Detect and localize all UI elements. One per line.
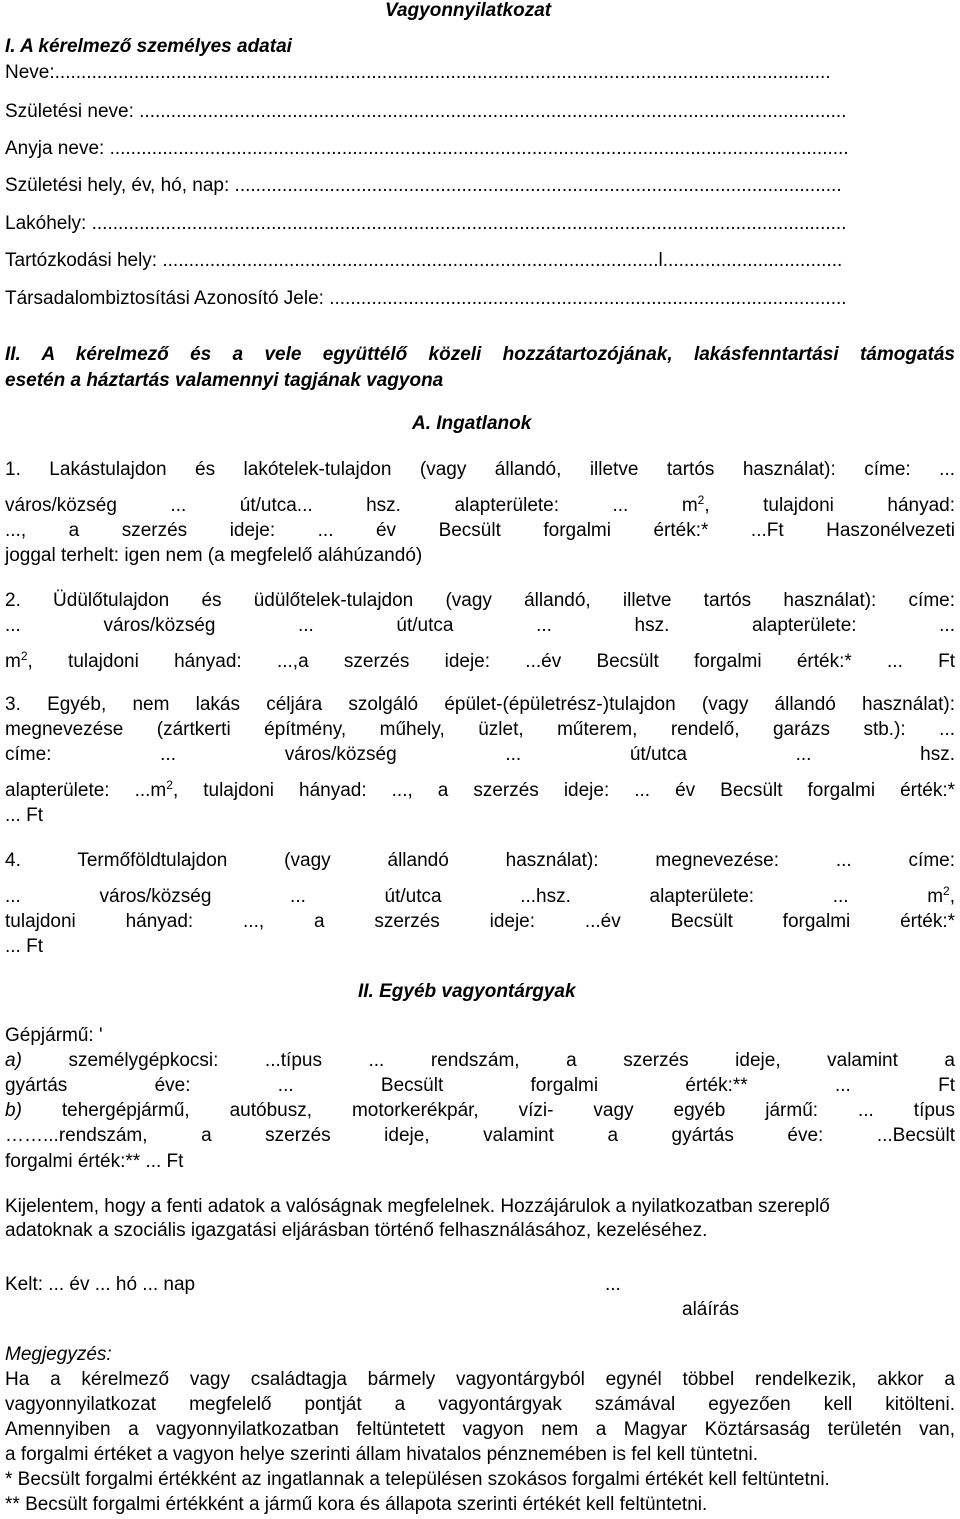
other-assets-heading: II. Egyéb vagyontárgyak bbox=[358, 981, 576, 1002]
section-2-heading-cont: esetén a háztartás valamennyi tagjának vagyona bbox=[5, 370, 444, 391]
section-1-heading: I. A kérelmező személyes adatai bbox=[5, 36, 292, 57]
item1-line1: 1. Lakástulajdon és lakótelek-tulajdon (vagy állandó, illetve tartós használat): címe: ... bbox=[5, 459, 955, 480]
vehicle-b-line1: b) tehergépjármű, autóbusz, motorkerékpár, vízi- vagy egyéb jármű: ... típus bbox=[5, 1100, 955, 1121]
vehicle-b-line2: ……...rendszám, a szerzés ideje, valamint a gyártás éve: ...Becsült bbox=[5, 1125, 955, 1146]
field-temporary-residence[interactable]: Tartózkodási hely: ..............................................................................................l.................................. bbox=[5, 250, 843, 271]
item4-line4: ... Ft bbox=[5, 936, 43, 957]
signature-line[interactable]: ... bbox=[605, 1274, 621, 1295]
item4-line3: tulajdoni hányad: ..., a szerzés ideje: ...év Becsült forgalmi érték:* bbox=[5, 911, 955, 932]
note-line: vagyonnyilatkozat megfelelő pontját a vagyontárgyak számával egyezően kell kitölteni. bbox=[5, 1394, 955, 1415]
item1-line4: joggal terhelt: igen nem (a megfelelő aláhúzandó) bbox=[5, 545, 423, 566]
item1-line3: ..., a szerzés ideje: ... év Becsült forgalmi érték:* ...Ft Haszonélvezeti bbox=[5, 520, 955, 541]
real-estate-subheading: A. Ingatlanok bbox=[412, 413, 532, 434]
item4-line2: ... város/község ... út/utca ...hsz. alapterülete: ... $m^2$, bbox=[5, 884, 955, 907]
vehicle-a-line2: gyártás éve: ... Becsült forgalmi érték:** ... Ft bbox=[5, 1075, 955, 1096]
item3-line5: ... Ft bbox=[5, 805, 43, 826]
field-birth-name[interactable]: Születési neve: ...................................................................................................................................... bbox=[5, 101, 847, 122]
date-line[interactable]: Kelt: ... év ... hó ... nap bbox=[5, 1274, 196, 1295]
signature-label: aláírás bbox=[682, 1299, 740, 1320]
vehicle-label: Gépjármű: ' bbox=[5, 1025, 103, 1046]
note-line: ** Becsült forgalmi értékként a jármű kora és állapota szerinti értékét kell feltüntetni. bbox=[5, 1494, 708, 1515]
item2-line3: $m^2$, tulajdoni hányad: ...,a szerzés ideje: ...év Becsült forgalmi érték:* ... Ft bbox=[5, 649, 955, 672]
field-mother-name[interactable]: Anyja neve: ............................................................................................................................................ bbox=[5, 138, 849, 159]
field-name[interactable]: Neve:................................................................................................................................................... bbox=[5, 62, 831, 83]
item3-line2: megnevezése (zártkerti építmény, műhely, üzlet, műterem, rendelő, garázs stb.): ... bbox=[5, 719, 955, 740]
declaration-line2: adatoknak a szociális igazgatási eljárásban történő felhasználásához, kezeléséhez. bbox=[5, 1220, 708, 1241]
item2-line1: 2. Üdülőtulajdon és üdülőtelek-tulajdon (vagy állandó, illetve tartós használat): címe: bbox=[5, 590, 955, 611]
item1-line2: város/község ... út/utca... hsz. alapterülete: ... $m^2$, tulajdoni hányad: bbox=[5, 493, 955, 516]
item3-line1: 3. Egyéb, nem lakás céljára szolgáló épület-(épületrész-)tulajdon (vagy állandó használat): bbox=[5, 694, 955, 715]
field-birth-place-date[interactable]: Születési hely, év, hó, nap: ................................................................................................................... bbox=[5, 175, 842, 196]
vehicle-b-line3: forgalmi érték:** ... Ft bbox=[5, 1151, 184, 1172]
item3-line3: címe: ... város/község ... út/utca ... hsz. bbox=[5, 744, 955, 765]
field-residence[interactable]: Lakóhely: ............................................................................................................................................... bbox=[5, 213, 847, 234]
field-social-security-id[interactable]: Társadalombiztosítási Azonosító Jele: .................................................................................................. bbox=[5, 288, 847, 309]
note-line: Amennyiben a vagyonnyilatkozatban feltüntetett vagyon nem a Magyar Köztársaság területén van, bbox=[5, 1419, 955, 1440]
notes-heading: Megjegyzés: bbox=[5, 1344, 112, 1365]
note-line: * Becsült forgalmi értékként az ingatlannak a településen szokásos forgalmi értékét kell feltüntetni. bbox=[5, 1469, 830, 1490]
item2-line2: ... város/község ... út/utca ... hsz. alapterülete: ... bbox=[5, 615, 955, 636]
declaration-line1: Kijelentem, hogy a fenti adatok a valóságnak megfelelnek. Hozzájárulok a nyilatkozatban szereplő bbox=[5, 1196, 830, 1217]
item3-line4: alapterülete: $...m^2$, tulajdoni hányad: ..., a szerzés ideje: ... év Becsült forgalmi érték:* bbox=[5, 778, 955, 801]
section-2-heading: II. A kérelmező és a vele együttélő közeli hozzátartozójának, lakásfenntartási támogatás bbox=[5, 344, 955, 365]
note-line: Ha a kérelmező vagy családtagja bármely vagyontárgyból egynél többel rendelkezik, akkor a bbox=[5, 1369, 955, 1390]
note-line: a forgalmi értéket a vagyon helye szerinti állam hivatalos pénznemében is fel kell tüntetni. bbox=[5, 1444, 759, 1465]
vehicle-a-line1: a) személygépkocsi: ...típus ... rendszám, a szerzés ideje, valamint a bbox=[5, 1050, 955, 1071]
item4-line1: 4. Termőföldtulajdon (vagy állandó használat): megnevezése: ... címe: bbox=[5, 850, 955, 871]
page-title: Vagyonnyilatkozat bbox=[385, 0, 552, 21]
